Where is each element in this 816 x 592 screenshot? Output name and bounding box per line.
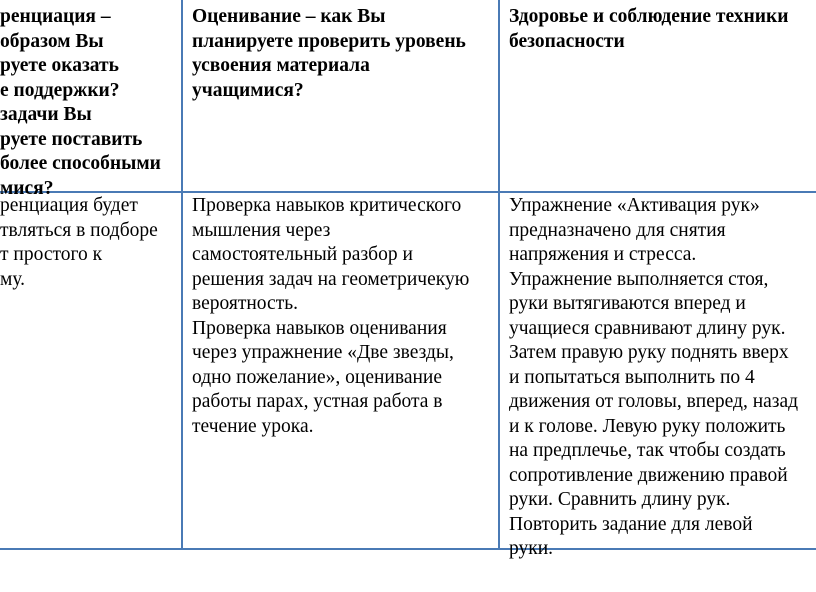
header-cell-health-safety: Здоровье и соблюдение техники безопасности (509, 6, 789, 52)
table-bottom-border (0, 548, 816, 550)
header-row-divider (0, 191, 816, 193)
column-divider-2 (498, 0, 500, 550)
header-cell-assessment: Оценивание – как Вы планируете проверить уровень усвоения материала учащимися? (192, 6, 466, 101)
column-divider-1 (181, 0, 183, 550)
body-cell-assessment: Проверка навыков критического мышления через самостоятельный разбор и решения задач на геометричекую вероятность. Проверка навыков оценивания через упражнение «Две звезды, одно пожелание», оценивание работы парах, устная работа в течение урока. (192, 195, 470, 437)
header-cell-differentiation: ренциация – образом Вы руете оказать е поддержки? задачи Вы руете поставить более способными мися? (0, 6, 161, 199)
body-cell-health-safety: Упражнение «Активация рук» предназначено для снятия напряжения и стресса. Упражнение выполняется стоя, руки вытягиваются вперед и учащиеся сравнивают длину рук. Затем правую руку поднять вверх и попытаться выполнить по 4 движения от головы, вперед, назад и к голове. Левую руку положить на предплечье, так чтобы создать сопротивление движению правой руки. Сравнить длину рук. Повторить задание для левой руки. (509, 195, 799, 559)
body-cell-differentiation: ренциация будет твляться в подборе т простого к му. (0, 195, 158, 290)
